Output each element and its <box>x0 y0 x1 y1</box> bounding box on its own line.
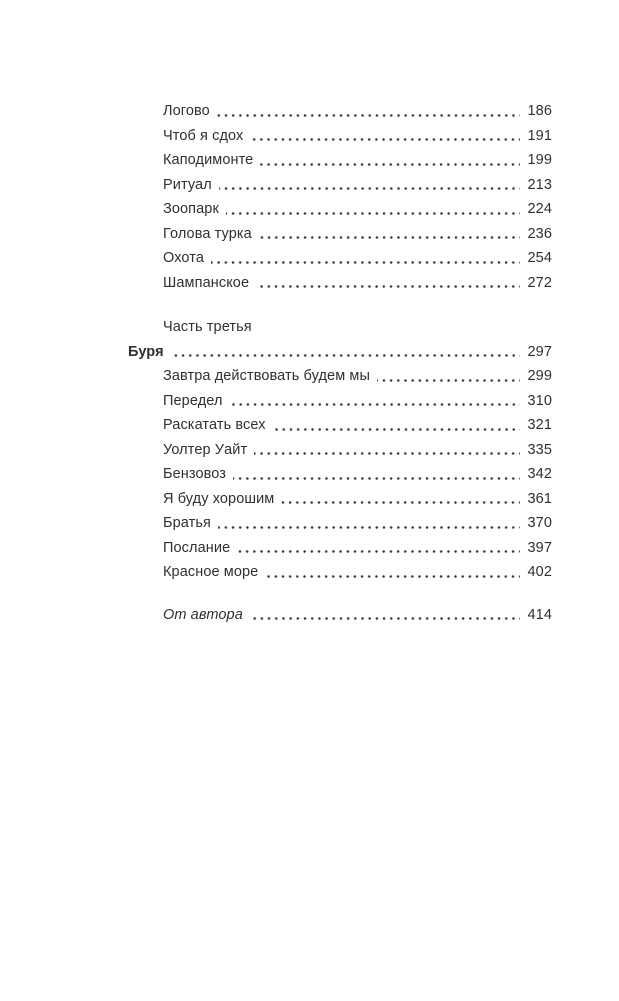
toc-entry-page-number: 186 <box>527 103 552 119</box>
toc-entry-page-number: 199 <box>527 152 552 168</box>
toc-entry-page-number: 321 <box>527 417 552 433</box>
dot-leader <box>250 138 520 141</box>
toc-row-chapter <box>128 271 552 296</box>
toc-entry-page-number: 310 <box>527 392 552 409</box>
dot-leader <box>237 550 520 553</box>
toc-entry-title: Чтоб я сдох <box>163 127 244 144</box>
toc-entry-title: Зоопарк <box>163 201 219 217</box>
table-of-contents <box>128 99 552 627</box>
dot-leader <box>218 526 520 529</box>
toc-row-author-note <box>128 603 552 628</box>
dot-leader <box>217 114 520 117</box>
dot-leader <box>256 285 520 288</box>
toc-entry-page-number: 370 <box>527 515 552 531</box>
toc-entry-title: Братья <box>163 515 211 531</box>
toc-row-chapter <box>128 173 552 198</box>
toc-row-chapter <box>128 364 552 389</box>
toc-entry-page-number: 224 <box>527 201 552 217</box>
toc-entry-page-number: 299 <box>527 368 552 384</box>
toc-row-chapter <box>128 560 552 585</box>
dot-leader <box>219 187 520 190</box>
toc-entry-page-number: 397 <box>527 539 552 556</box>
toc-row-part-title <box>128 340 552 365</box>
dot-leader <box>273 428 520 431</box>
toc-entry-page-number: 342 <box>527 466 552 482</box>
toc-row-chapter <box>128 246 552 271</box>
toc-entry-title: Уолтер Уайт <box>163 441 248 458</box>
toc-entry-title: Каподимонте <box>163 152 254 168</box>
toc-row-chapter <box>128 462 552 487</box>
toc-entry-title: Раскатать всех <box>163 417 266 433</box>
toc-entry-page-number: 254 <box>527 250 552 266</box>
toc-entry-title: Передел <box>163 392 223 409</box>
dot-leader <box>281 501 520 504</box>
dot-leader <box>233 477 520 480</box>
dot-leader <box>377 379 520 382</box>
toc-entry-page-number: 236 <box>527 225 552 242</box>
toc-entry-title: Часть третья <box>163 319 252 335</box>
dot-leader <box>171 354 520 357</box>
toc-row-chapter <box>128 148 552 173</box>
toc-row-chapter <box>128 99 552 124</box>
toc-row-chapter <box>128 222 552 247</box>
dot-leader <box>259 236 520 239</box>
dot-leader <box>211 261 520 264</box>
toc-entry-page-number: 402 <box>527 564 552 580</box>
toc-entry-title: Охота <box>163 250 204 266</box>
dot-leader <box>260 163 520 166</box>
toc-entry-title: Красное море <box>163 564 259 580</box>
dot-leader <box>230 403 521 406</box>
toc-entry-title: Я буду хорошим <box>163 490 275 507</box>
toc-row-chapter <box>128 413 552 438</box>
toc-entry-page-number: 272 <box>527 274 552 291</box>
toc-entry-page-number: 191 <box>527 127 552 144</box>
toc-entry-title: Буря <box>128 343 164 360</box>
toc-entry-title: Бензовоз <box>163 466 227 482</box>
dot-leader <box>226 212 520 215</box>
toc-entry-title: Завтра действовать будем мы <box>163 368 371 384</box>
toc-row-chapter <box>128 389 552 414</box>
toc-entry-title: Голова турка <box>163 225 252 242</box>
dot-leader <box>254 452 520 455</box>
toc-entry-title: Послание <box>163 539 231 556</box>
toc-entry-title: От автора <box>163 606 243 623</box>
toc-entry-page-number: 213 <box>527 176 552 193</box>
toc-entry-title: Шампанское <box>163 274 250 291</box>
toc-row-part-heading <box>128 315 552 340</box>
toc-row-chapter <box>128 197 552 222</box>
toc-entry-page-number: 414 <box>527 606 552 623</box>
toc-row-chapter <box>128 536 552 561</box>
toc-row-chapter <box>128 438 552 463</box>
toc-row-chapter <box>128 124 552 149</box>
toc-entry-page-number: 335 <box>527 441 552 458</box>
dot-leader <box>265 575 520 578</box>
toc-entry-page-number: 297 <box>527 343 552 360</box>
toc-entry-title: Ритуал <box>163 176 212 193</box>
toc-row-chapter <box>128 487 552 512</box>
toc-entry-title: Логово <box>163 103 210 119</box>
dot-leader <box>250 617 520 620</box>
toc-entry-page-number: 361 <box>527 490 552 507</box>
toc-row-chapter <box>128 511 552 536</box>
